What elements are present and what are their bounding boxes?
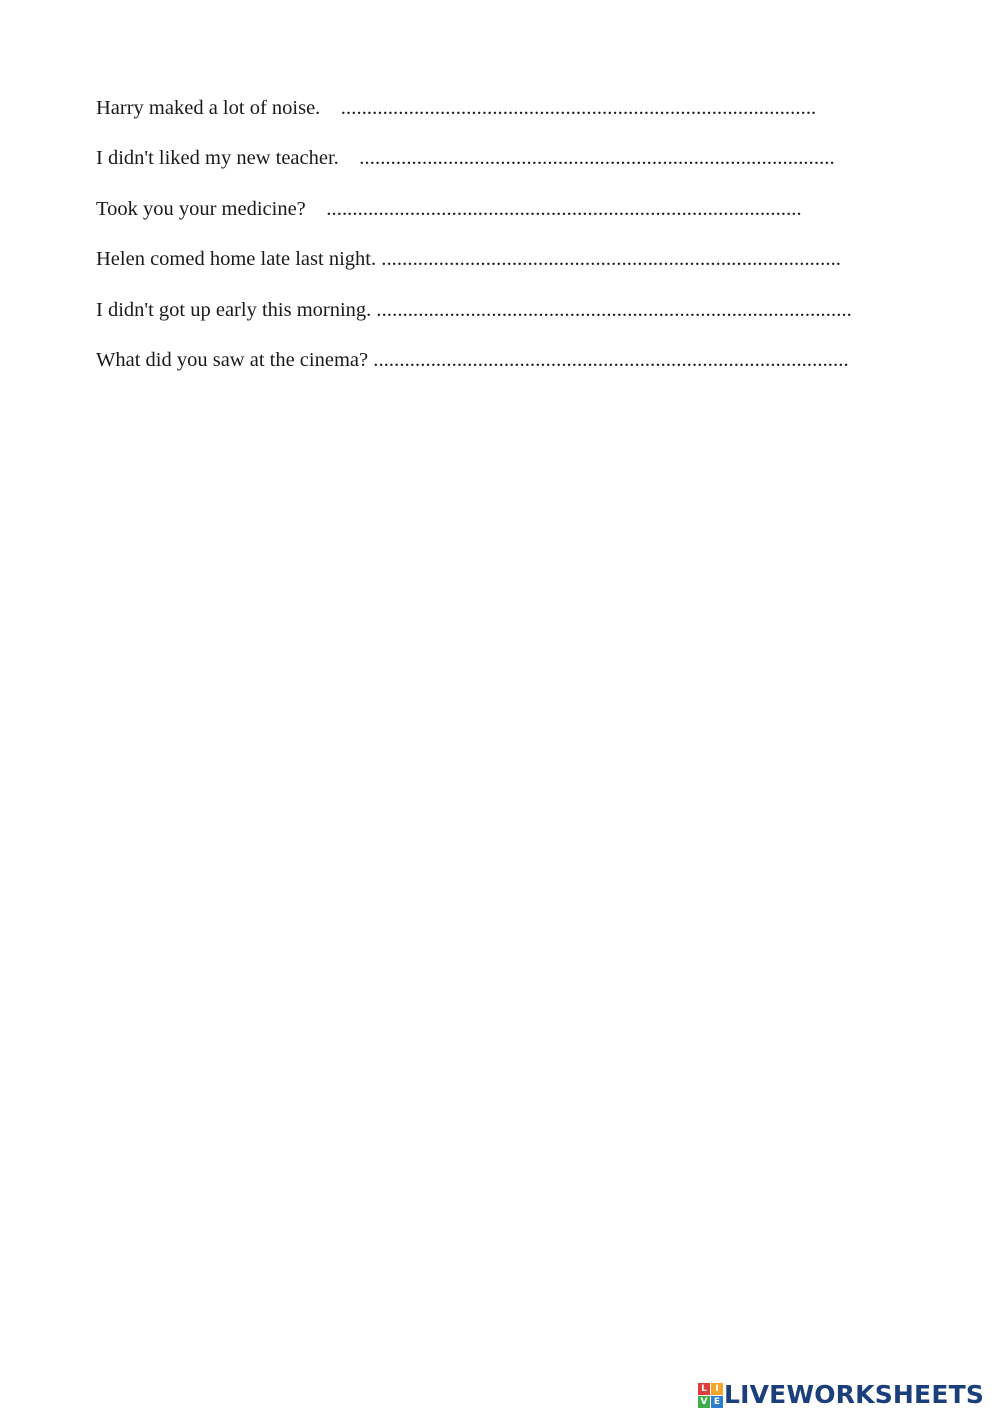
answer-blank[interactable]: ........................................................................................ xyxy=(381,248,842,271)
gap xyxy=(320,97,341,119)
answer-blank[interactable]: ........................................................................................... xyxy=(373,348,849,371)
worksheet-item xyxy=(96,243,936,293)
liveworksheets-logo xyxy=(698,1378,984,1412)
logo-mark-letter: L xyxy=(698,1383,710,1395)
answer-blank[interactable]: ........................................................................................... xyxy=(376,298,852,321)
answer-blank[interactable]: ........................................................................................... xyxy=(359,147,835,170)
sentence-text: I didn't got up early this morning. xyxy=(96,298,372,321)
worksheet-item xyxy=(96,193,936,243)
gap xyxy=(339,147,360,169)
sentence-text: Took you your medicine? xyxy=(96,197,306,220)
sentence-text: Helen comed home late last night. xyxy=(96,248,377,271)
sentence-text: What did you saw at the cinema? xyxy=(96,348,369,371)
sentence-text: Harry maked a lot of noise. xyxy=(96,97,321,119)
logo-mark-letter: I xyxy=(711,1383,723,1395)
answer-blank[interactable]: ........................................................................................... xyxy=(340,97,817,119)
worksheet-item xyxy=(96,92,936,142)
logo-mark-letter: V xyxy=(698,1396,710,1408)
sentence-text: I didn't liked my new teacher. xyxy=(96,147,339,170)
logo-mark-letter: E xyxy=(711,1396,723,1408)
logo-mark-icon xyxy=(698,1383,722,1407)
answer-blank[interactable]: ........................................................................................... xyxy=(326,197,802,220)
worksheet xyxy=(96,92,936,394)
worksheet-item xyxy=(96,344,936,394)
logo-text: LIVEWORKSHEETS xyxy=(724,1380,985,1409)
gap xyxy=(306,198,327,220)
worksheet-item xyxy=(96,294,936,344)
worksheet-item xyxy=(96,142,936,192)
